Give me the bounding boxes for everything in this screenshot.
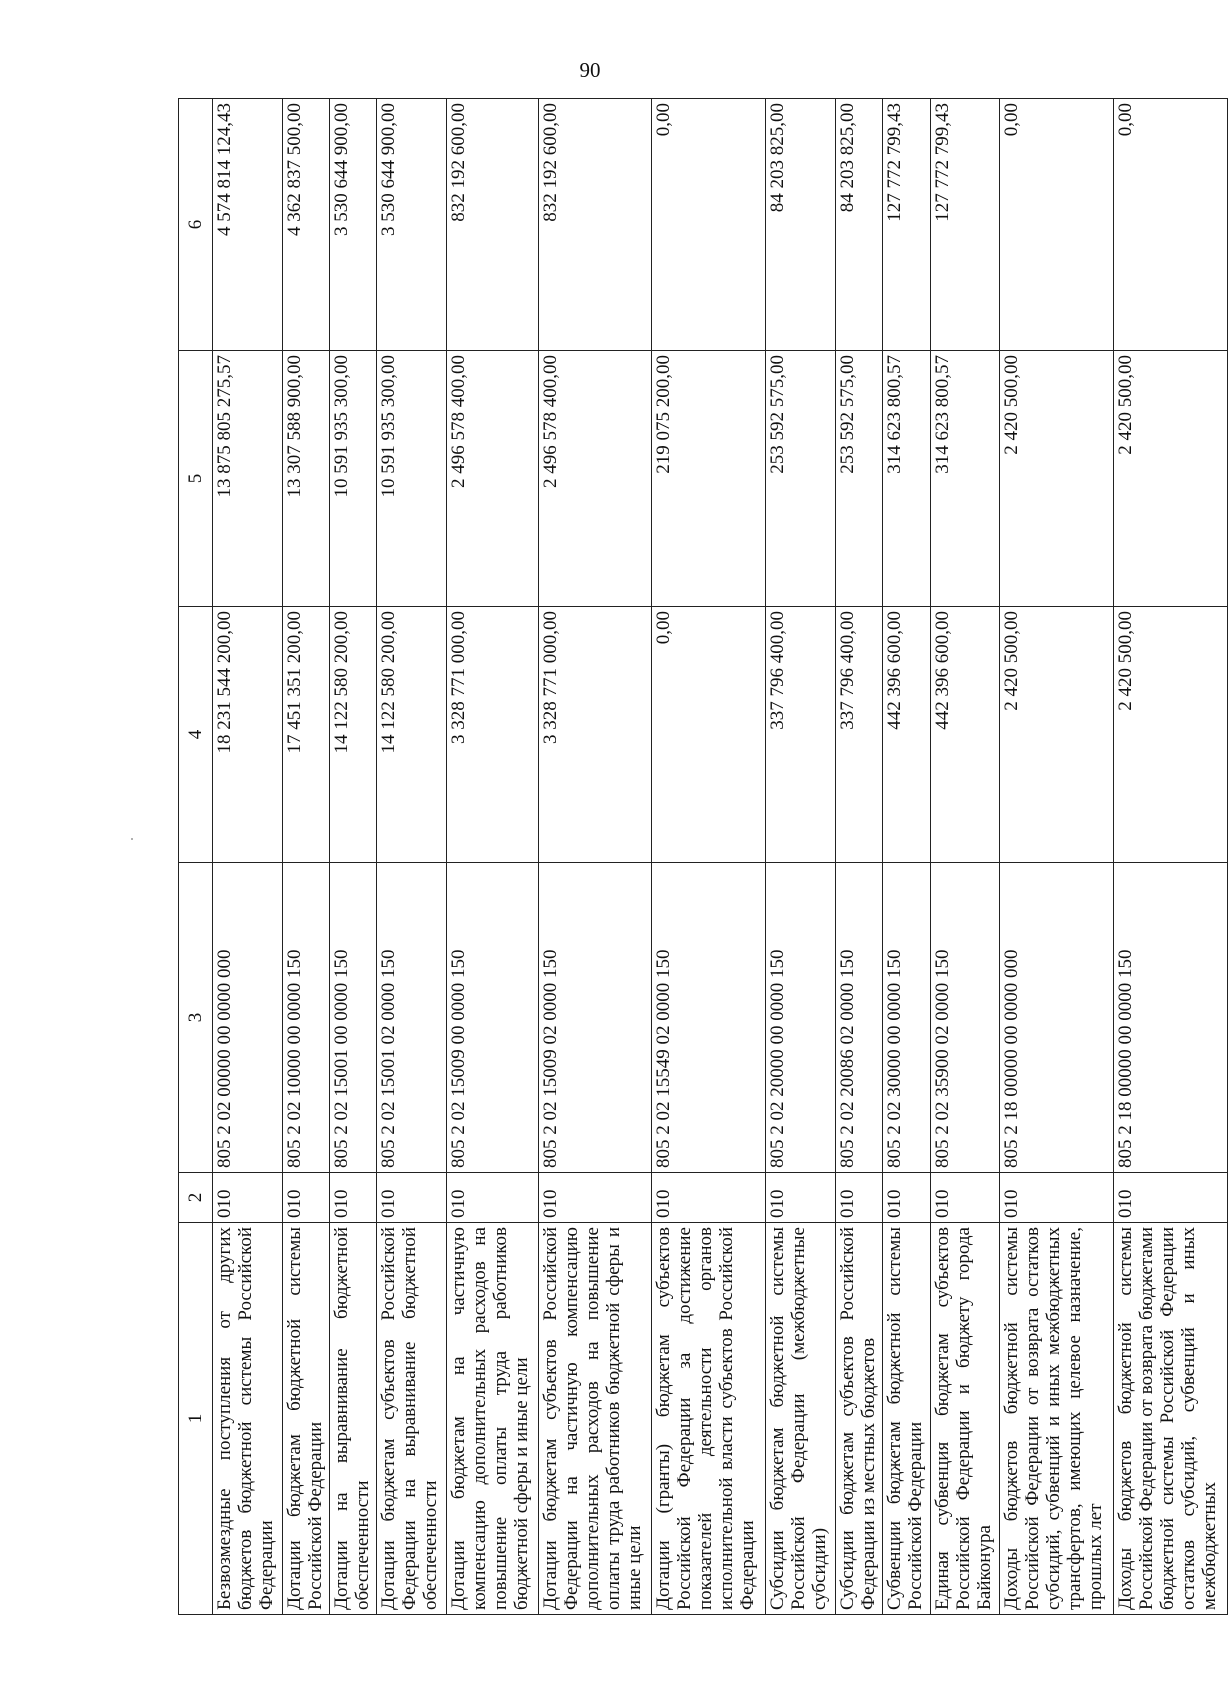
row-col4: 442 396 600,00 <box>883 607 930 863</box>
row-kbk: 805 2 02 30000 00 0000 150 <box>883 863 930 1173</box>
row-name: Доходы бюджетов бюджетной системы Российской Федерации от возврата бюджетами бюджетной системы Российской Федерации остатков субсидий, субвенций и иных межбюджетных <box>1114 1223 1228 1615</box>
table-row <box>766 99 836 1615</box>
column-header: 4 <box>179 607 213 863</box>
row-col4: 2 420 500,00 <box>1000 607 1114 863</box>
scan-speck <box>131 838 133 840</box>
row-col6: 0,00 <box>1114 99 1228 351</box>
table-row <box>883 99 930 1615</box>
row-code: 010 <box>377 1173 447 1223</box>
row-name: Доходы бюджетов бюджетной системы Российской Федерации от возврата остатков субсидий, субвенций и иных межбюджетных трансфертов, имеющих целевое назначение, прошлых лет <box>1000 1223 1114 1615</box>
row-col5: 314 623 800,57 <box>883 351 930 607</box>
row-col5: 10 591 935 300,00 <box>377 351 447 607</box>
row-name: Дотации (гранты) бюджетам субъектов Российской Федерации за достижение показателей деятельности органов исполнительной власти субъектов Российской Федерации <box>652 1223 766 1615</box>
table-row <box>835 99 882 1615</box>
row-kbk: 805 2 02 15001 00 0000 150 <box>329 863 376 1173</box>
page-number: 90 <box>579 58 601 82</box>
row-col6: 127 772 799,43 <box>930 99 1000 351</box>
row-name: Субсидии бюджетам субъектов Российской Федерации из местных бюджетов <box>835 1223 882 1615</box>
row-kbk: 805 2 02 20000 00 0000 150 <box>766 863 836 1173</box>
rotated-table-container <box>178 99 1228 1615</box>
table-row <box>1000 99 1114 1615</box>
row-code: 010 <box>446 1173 538 1223</box>
table-row <box>930 99 1000 1615</box>
row-code: 010 <box>329 1173 376 1223</box>
column-header: 5 <box>179 351 213 607</box>
table-row <box>538 99 652 1615</box>
row-col5: 2 496 578 400,00 <box>538 351 652 607</box>
table-row <box>652 99 766 1615</box>
table-row <box>1114 99 1228 1615</box>
row-kbk: 805 2 18 00000 00 0000 000 <box>1000 863 1114 1173</box>
row-col6: 84 203 825,00 <box>766 99 836 351</box>
table-row <box>213 99 283 1615</box>
row-name: Дотации бюджетам субъектов Российской Федерации на частичную компенсацию дополнительных расходов на повышение оплаты труда работников бюджетной сферы и иные цели <box>538 1223 652 1615</box>
row-kbk: 805 2 02 15009 00 0000 150 <box>446 863 538 1173</box>
row-kbk: 805 2 18 00000 00 0000 150 <box>1114 863 1228 1173</box>
row-kbk: 805 2 02 15009 02 0000 150 <box>538 863 652 1173</box>
row-col5: 13 875 805 275,57 <box>213 351 283 607</box>
row-kbk: 805 2 02 00000 00 0000 000 <box>213 863 283 1173</box>
row-col6: 0,00 <box>652 99 766 351</box>
row-code: 010 <box>282 1173 329 1223</box>
row-col4: 3 328 771 000,00 <box>538 607 652 863</box>
row-col5: 10 591 935 300,00 <box>329 351 376 607</box>
row-col5: 253 592 575,00 <box>766 351 836 607</box>
column-header: 1 <box>179 1223 213 1615</box>
table-row <box>446 99 538 1615</box>
row-col4: 18 231 544 200,00 <box>213 607 283 863</box>
row-name: Безвозмездные поступления от других бюджетов бюджетной системы Российской Федерации <box>213 1223 283 1615</box>
row-col4: 442 396 600,00 <box>930 607 1000 863</box>
row-kbk: 805 2 02 35900 02 0000 150 <box>930 863 1000 1173</box>
row-col4: 14 122 580 200,00 <box>377 607 447 863</box>
row-col5: 13 307 588 900,00 <box>282 351 329 607</box>
row-code: 010 <box>766 1173 836 1223</box>
column-header: 6 <box>179 99 213 351</box>
table-row <box>329 99 376 1615</box>
row-kbk: 805 2 02 20086 02 0000 150 <box>835 863 882 1173</box>
row-name: Субвенции бюджетам бюджетной системы Российской Федерации <box>883 1223 930 1615</box>
row-col4: 2 420 500,00 <box>1114 607 1228 863</box>
row-col4: 14 122 580 200,00 <box>329 607 376 863</box>
row-col5: 2 496 578 400,00 <box>446 351 538 607</box>
row-name: Единая субвенция бюджетам субъектов Российской Федерации и бюджету города Байконура <box>930 1223 1000 1615</box>
row-col4: 337 796 400,00 <box>766 607 836 863</box>
column-header: 2 <box>179 1173 213 1223</box>
row-code: 010 <box>930 1173 1000 1223</box>
table-row <box>377 99 447 1615</box>
row-name: Дотации бюджетам бюджетной системы Российской Федерации <box>282 1223 329 1615</box>
row-kbk: 805 2 02 15001 02 0000 150 <box>377 863 447 1173</box>
row-col6: 0,00 <box>1000 99 1114 351</box>
table-row <box>282 99 329 1615</box>
row-code: 010 <box>538 1173 652 1223</box>
row-col6: 127 772 799,43 <box>883 99 930 351</box>
row-col6: 4 574 814 124,43 <box>213 99 283 351</box>
row-code: 010 <box>1000 1173 1114 1223</box>
row-code: 010 <box>883 1173 930 1223</box>
row-col6: 3 530 644 900,00 <box>329 99 376 351</box>
row-col6: 4 362 837 500,00 <box>282 99 329 351</box>
row-col6: 832 192 600,00 <box>538 99 652 351</box>
row-col4: 17 451 351 200,00 <box>282 607 329 863</box>
row-name: Дотации бюджетам на частичную компенсацию дополнительных расходов на повышение оплаты труда работников бюджетной сферы и иные цели <box>446 1223 538 1615</box>
row-col6: 84 203 825,00 <box>835 99 882 351</box>
row-col5: 2 420 500,00 <box>1114 351 1228 607</box>
row-col6: 832 192 600,00 <box>446 99 538 351</box>
row-col4: 337 796 400,00 <box>835 607 882 863</box>
row-col5: 314 623 800,57 <box>930 351 1000 607</box>
row-col5: 2 420 500,00 <box>1000 351 1114 607</box>
row-code: 010 <box>835 1173 882 1223</box>
budget-table <box>178 98 1228 1615</box>
row-col5: 219 075 200,00 <box>652 351 766 607</box>
row-kbk: 805 2 02 10000 00 0000 150 <box>282 863 329 1173</box>
row-col4: 0,00 <box>652 607 766 863</box>
row-name: Субсидии бюджетам бюджетной системы Российской Федерации (межбюджетные субсидии) <box>766 1223 836 1615</box>
row-kbk: 805 2 02 15549 02 0000 150 <box>652 863 766 1173</box>
row-code: 010 <box>1114 1173 1228 1223</box>
row-code: 010 <box>213 1173 283 1223</box>
header-row <box>179 99 213 1615</box>
row-name: Дотации на выравнивание бюджетной обеспеченности <box>329 1223 376 1615</box>
row-name: Дотации бюджетам субъектов Российской Федерации на выравнивание бюджетной обеспеченности <box>377 1223 447 1615</box>
row-col4: 3 328 771 000,00 <box>446 607 538 863</box>
row-col5: 253 592 575,00 <box>835 351 882 607</box>
row-col6: 3 530 644 900,00 <box>377 99 447 351</box>
column-header: 3 <box>179 863 213 1173</box>
row-code: 010 <box>652 1173 766 1223</box>
